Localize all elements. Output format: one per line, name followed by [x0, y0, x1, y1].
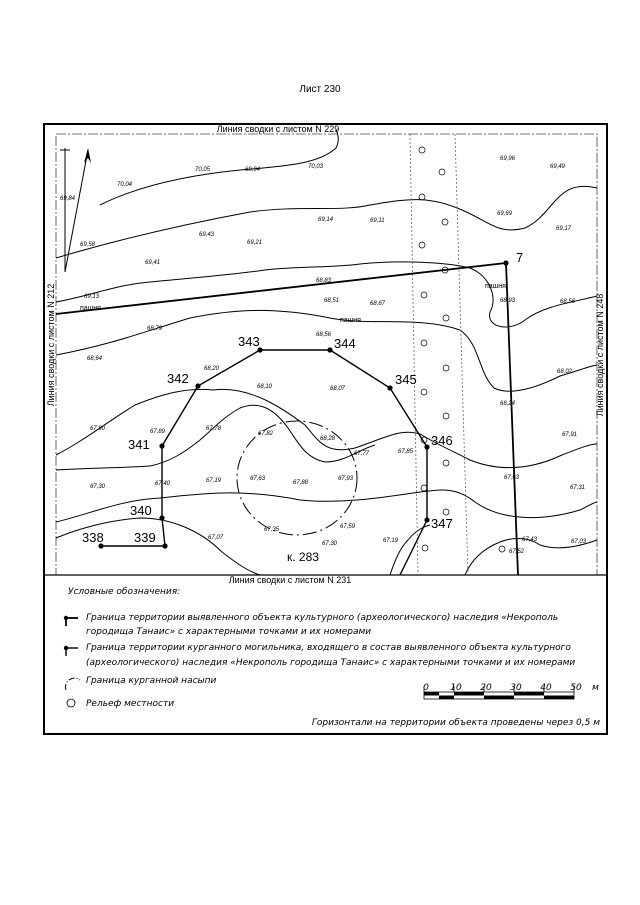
svg-text:67,52: 67,52 [509, 549, 525, 555]
field-label: пашня [485, 283, 506, 290]
legend-object-boundary-icon [64, 616, 78, 626]
svg-text:67,35: 67,35 [264, 527, 280, 533]
point-label: 340 [130, 503, 152, 518]
svg-text:67,40: 67,40 [155, 481, 171, 487]
svg-text:68,79: 68,79 [147, 326, 163, 332]
svg-text:67,91: 67,91 [562, 432, 578, 438]
svg-text:68,10: 68,10 [257, 384, 273, 390]
field-label: пашня [340, 317, 361, 324]
svg-text:68,93: 68,93 [500, 298, 516, 304]
svg-text:67,93: 67,93 [338, 476, 354, 482]
relief-markers [419, 147, 505, 552]
legend-heading: Условные обозначения: [68, 587, 181, 597]
svg-text:69,58: 69,58 [80, 242, 96, 248]
point-label: 347 [431, 516, 453, 531]
legend-item-text: Граница территории курганного могильника, входящего в состав выявленного объекта культурного [86, 643, 571, 653]
scale-tick-label: 30 [510, 683, 522, 693]
edge-label-right: Линия сводки с листом N 248 [595, 293, 605, 417]
north-arrow-icon [60, 148, 91, 272]
svg-text:69,43: 69,43 [199, 232, 215, 238]
svg-text:68,20: 68,20 [204, 366, 220, 372]
point-label: 345 [395, 372, 417, 387]
legend-relief-icon [67, 699, 75, 707]
point-label: 341 [128, 437, 150, 452]
legend-item-text: (археологического) наследия «Некрополь городища Танаис» с характерными точками и их номерами [86, 658, 576, 668]
point-label: 339 [134, 530, 156, 545]
legend-kurgan-icon [66, 678, 80, 690]
svg-text:69,41: 69,41 [145, 260, 161, 266]
legend-item-text: Граница курганной насыпи [86, 676, 217, 686]
svg-text:69,96: 69,96 [500, 156, 516, 162]
svg-text:68,67: 68,67 [370, 301, 386, 307]
svg-text:67,03: 67,03 [571, 539, 587, 545]
point-label: 343 [238, 334, 260, 349]
svg-text:69,13: 69,13 [84, 294, 100, 300]
svg-text:69,14: 69,14 [318, 217, 334, 223]
svg-text:67,88: 67,88 [293, 480, 309, 486]
svg-text:67,85: 67,85 [398, 449, 414, 455]
svg-text:67,63: 67,63 [250, 476, 266, 482]
svg-text:68,83: 68,83 [316, 278, 332, 284]
svg-text:67,77: 67,77 [354, 451, 370, 457]
svg-text:69,94: 69,94 [245, 167, 261, 173]
svg-text:67,90: 67,90 [90, 426, 106, 432]
svg-text:67,30: 67,30 [322, 541, 338, 547]
svg-text:67,63: 67,63 [504, 475, 520, 481]
svg-text:69,69: 69,69 [497, 211, 513, 217]
svg-text:68,24: 68,24 [500, 401, 516, 407]
svg-text:67,59: 67,59 [340, 524, 356, 530]
contour-note: Горизонтали на территории объекта проведены через 0,5 м [311, 718, 600, 728]
point-label: 338 [82, 530, 104, 545]
edge-label-bottom: Линия сводки с листом N 231 [228, 575, 352, 585]
svg-text:70,04: 70,04 [117, 182, 133, 188]
svg-text:67,30: 67,30 [90, 484, 106, 490]
point-label: 342 [167, 371, 189, 386]
edge-label-left: Линия сводки с листом N 212 [46, 283, 56, 407]
svg-text:70,05: 70,05 [195, 167, 211, 173]
svg-text:70,03: 70,03 [308, 164, 324, 170]
legend-item-text: Граница территории выявленного объекта культурного (археологического) наследия «Некрополь [86, 613, 559, 623]
field-label: пашня [80, 305, 101, 312]
svg-text:68,64: 68,64 [87, 356, 103, 362]
svg-text:68,56: 68,56 [560, 299, 576, 305]
svg-text:68,28: 68,28 [320, 436, 336, 442]
scale-tick-label: 50 [570, 683, 582, 693]
edge-label-top: Линия сводки с листом N 229 [216, 124, 340, 134]
svg-text:69,11: 69,11 [370, 218, 385, 224]
sheet-title: Лист 230 [299, 84, 341, 95]
svg-text:67,19: 67,19 [383, 538, 399, 544]
scale-unit: м [592, 683, 599, 693]
point-label: 7 [516, 250, 524, 265]
svg-text:67,43: 67,43 [522, 537, 538, 543]
elevation-labels [60, 156, 587, 555]
scale-tick-label: 10 [450, 683, 462, 693]
scale-tick-label: 0 [423, 683, 429, 693]
kurgan-label: к. 283 [287, 550, 319, 564]
legend-item-text: Рельеф местности [86, 699, 175, 709]
svg-text:67,19: 67,19 [206, 478, 222, 484]
svg-text:67,89: 67,89 [150, 429, 166, 435]
scale-tick-label: 40 [540, 683, 552, 693]
svg-text:67,82: 67,82 [258, 431, 274, 437]
point-label: 344 [334, 336, 356, 351]
scale-tick-label: 20 [480, 683, 492, 693]
svg-text:69,21: 69,21 [247, 240, 263, 246]
svg-text:67,78: 67,78 [206, 426, 222, 432]
road-strip [410, 134, 468, 575]
svg-text:68,07: 68,07 [330, 386, 346, 392]
svg-text:68,51: 68,51 [324, 298, 340, 304]
point-label: 346 [431, 433, 453, 448]
svg-text:68,02: 68,02 [557, 369, 573, 375]
boundary-points [98, 260, 508, 548]
svg-text:69,17: 69,17 [556, 226, 572, 232]
svg-text:68,56: 68,56 [316, 332, 332, 338]
svg-text:69,84: 69,84 [60, 196, 76, 202]
svg-text:67,07: 67,07 [208, 535, 224, 541]
svg-text:69,49: 69,49 [550, 164, 566, 170]
svg-text:67,31: 67,31 [570, 485, 586, 491]
legend-burial-boundary-icon [64, 646, 78, 656]
legend-item-text: городища Танаис» с характерными точками и их номерами [86, 627, 372, 637]
